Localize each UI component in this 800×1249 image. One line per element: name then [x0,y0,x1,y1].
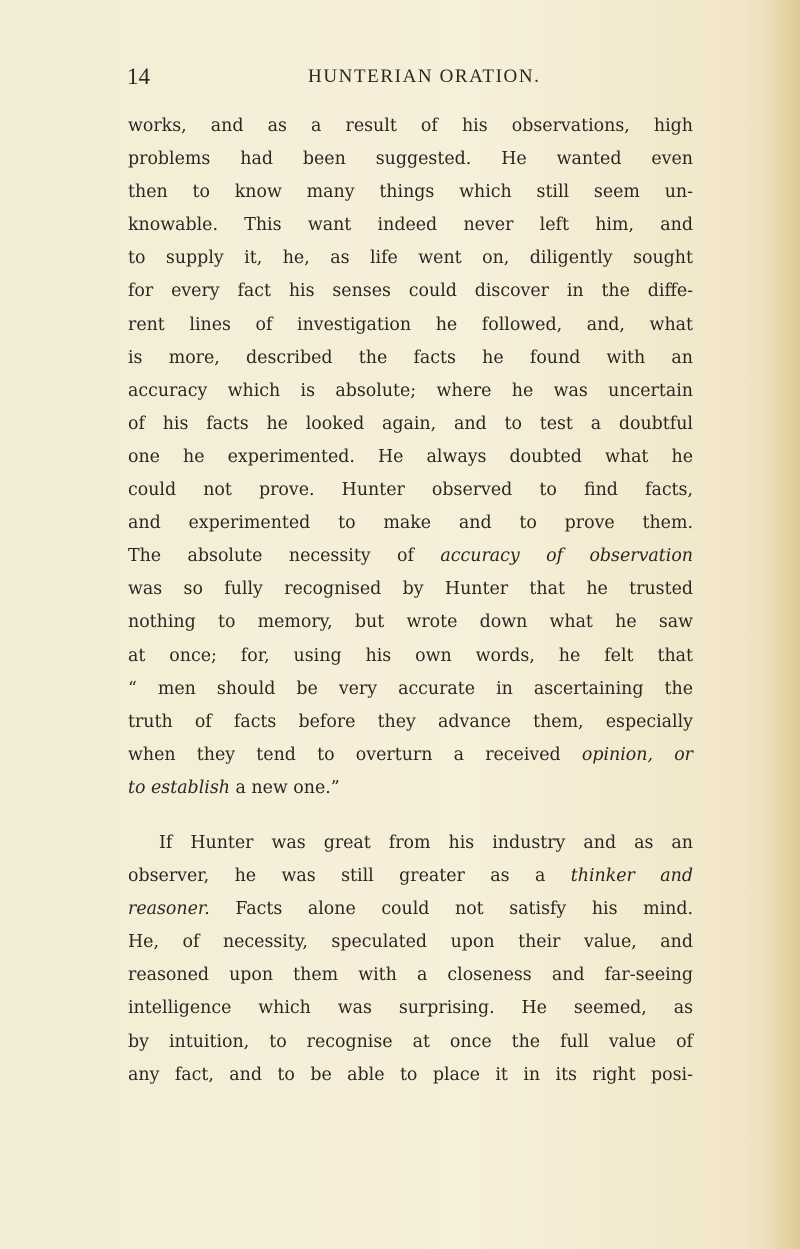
text-line [128,739,693,772]
italic-text: thinker and [570,866,693,887]
text-line: could not prove. Hunter observed to find facts, [128,480,693,501]
text-run: The absolute necessity of [128,546,441,567]
text-line: then to know many things which still seem un- [128,182,693,203]
text-line: works, and as a result of his observations, high [128,116,693,136]
text-run: a new one.” [229,777,340,798]
italic-text: opinion, or [581,744,693,765]
paragraph-1 [128,110,693,805]
italic-text: reasoner. [128,899,210,920]
text-line: If Hunter was great from his industry and as an [159,832,693,853]
page-edge-shadow [770,0,800,1249]
text-line: for every fact his senses could discover in the diffe- [128,281,693,302]
text-line: any fact, and to be able to place it in its right posi- [128,1064,693,1085]
text-line: reasoned upon them with a closeness and far-seeing [128,965,693,986]
page-header [0,58,800,98]
text-line [128,772,693,805]
italic-text: to establish [128,777,230,798]
text-line [128,540,693,573]
text-run: Facts alone could not satisfy his mind. [209,899,693,920]
text-line: He, of necessity, speculated upon their value, and [128,932,693,953]
text-line: at once; for, using his own words, he felt that [128,645,693,666]
text-run: when they tend to overturn a received [128,744,582,765]
text-line [128,893,693,926]
running-head: HUNTERIAN ORATION. [308,66,541,87]
paragraph-2 [128,827,693,1092]
text-line: of his facts he looked again, and to test a doubtful [128,413,693,434]
text-line: rent lines of investigation he followed, and, what [128,314,693,335]
text-run: observer, he was still greater as a [128,866,571,887]
text-line: nothing to memory, but wrote down what he saw [128,612,693,633]
text-line: by intuition, to recognise at once the full value of [128,1031,693,1052]
text-line: accuracy which is absolute; where he was uncertain [128,380,693,401]
text-line: intelligence which was surprising. He seemed, as [128,998,693,1019]
text-line: was so fully recognised by Hunter that he trusted [128,579,693,600]
italic-text: accuracy of observation [440,546,693,567]
text-line: problems had been suggested. He wanted even [128,149,693,170]
text-line: is more, described the facts he found with an [128,347,693,368]
body-text [128,110,693,1092]
text-line: “ men should be very accurate in ascertaining the [128,678,693,699]
text-line: one he experimented. He always doubted what he [128,446,693,467]
text-line: truth of facts before they advance them, especially [128,711,693,732]
page-number: 14 [127,64,150,89]
text-line: knowable. This want indeed never left him, and [128,215,693,236]
text-line: to supply it, he, as life went on, diligently sought [128,248,693,269]
text-line: and experimented to make and to prove them. [128,513,693,534]
text-line [128,860,693,893]
